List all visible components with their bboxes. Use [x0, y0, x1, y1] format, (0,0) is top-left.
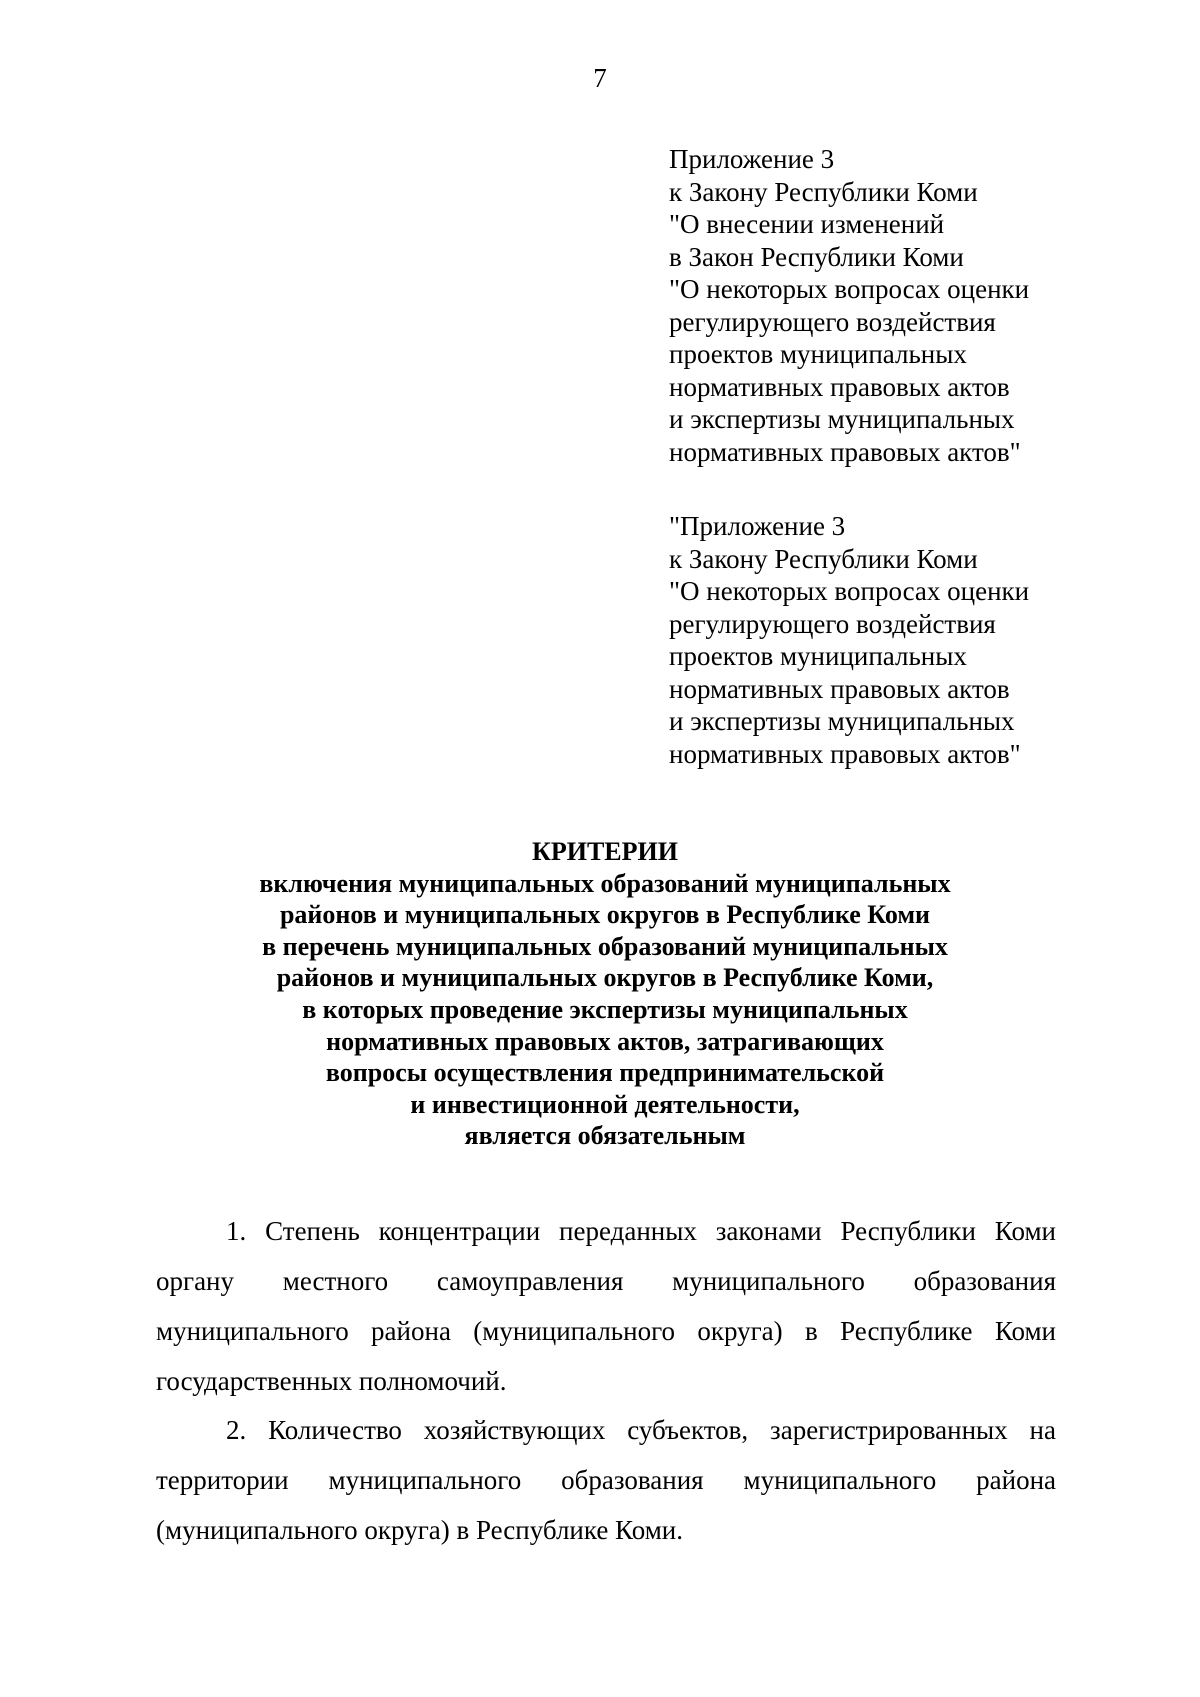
criteria-title-line: и инвестиционной деятельности, [410, 1089, 800, 1119]
appendix-header-line: нормативных правовых актов [669, 371, 1010, 402]
criteria-title-line: вопросы осуществления предпринимательской [325, 1058, 885, 1088]
appendix-header-line: "О внесении изменений [669, 209, 945, 239]
appendix-header-line: регулирующего воздействия [669, 306, 996, 337]
criterion-paragraph-2 [156, 1405, 1056, 1555]
paragraph-line: муниципального района (муниципального округа) в Республике Коми [156, 1316, 1056, 1346]
appendix-quoted-line: "О некоторых вопросах оценки [669, 576, 1030, 606]
appendix-header-line: к Закону Республики Коми [669, 176, 978, 207]
criteria-title-line: является обязательным [464, 1121, 746, 1151]
appendix-quoted-line: к Закону Республики Коми [669, 543, 978, 574]
appendix-header-line: проектов муниципальных [669, 339, 967, 369]
appendix-header-line: "О некоторых вопросах оценки [669, 274, 1030, 304]
criteria-title-line: районов и муниципальных округов в Республике Коми [279, 900, 931, 930]
criteria-title-block [150, 836, 1060, 1152]
appendix-header-line: в Закон Республики Коми [669, 241, 964, 272]
criteria-heading: КРИТЕРИИ [532, 837, 678, 866]
appendix-quoted-line: нормативных правовых актов [669, 673, 1010, 704]
paragraph-line: 2. Количество хозяйствующих субъектов, зарегистрированных на [226, 1415, 1056, 1445]
appendix-quoted-block [669, 510, 1169, 770]
paragraph-line: органу местного самоуправления муниципального образования [156, 1266, 1056, 1296]
appendix-header-block [669, 143, 1169, 468]
appendix-quoted-line: и экспертизы муниципальных [669, 706, 1015, 736]
appendix-header-line: Приложение 3 [669, 144, 835, 174]
appendix-quoted-line: проектов муниципальных [669, 641, 967, 671]
appendix-quoted-line: "Приложение 3 [669, 511, 846, 541]
criteria-title-line: в перечень муниципальных образований муниципальных [262, 931, 948, 961]
criteria-title-line: в которых проведение экспертизы муниципальных [302, 994, 908, 1024]
appendix-header-line: и экспертизы муниципальных [669, 404, 1015, 434]
page-number: 7 [593, 63, 607, 93]
appendix-quoted-line: регулирующего воздействия [669, 608, 996, 639]
criteria-title-line: включения муниципальных образований муниципальных [259, 868, 951, 898]
paragraph-line: (муниципального округа) в Республике Коми. [156, 1515, 683, 1545]
criteria-title-line: районов и муниципальных округов в Республике Коми, [276, 963, 934, 993]
paragraph-line: государственных полномочий. [156, 1366, 507, 1396]
criteria-title-line: нормативных правовых актов, затрагивающих [326, 1026, 884, 1056]
paragraph-line: территории муниципального образования муниципального района [156, 1465, 1056, 1495]
appendix-header-line: нормативных правовых актов" [669, 436, 1021, 467]
criterion-paragraph-1 [156, 1206, 1056, 1406]
appendix-quoted-line: нормативных правовых актов" [669, 738, 1021, 769]
paragraph-line: 1. Степень концентрации переданных законами Республики Коми [226, 1216, 1056, 1246]
